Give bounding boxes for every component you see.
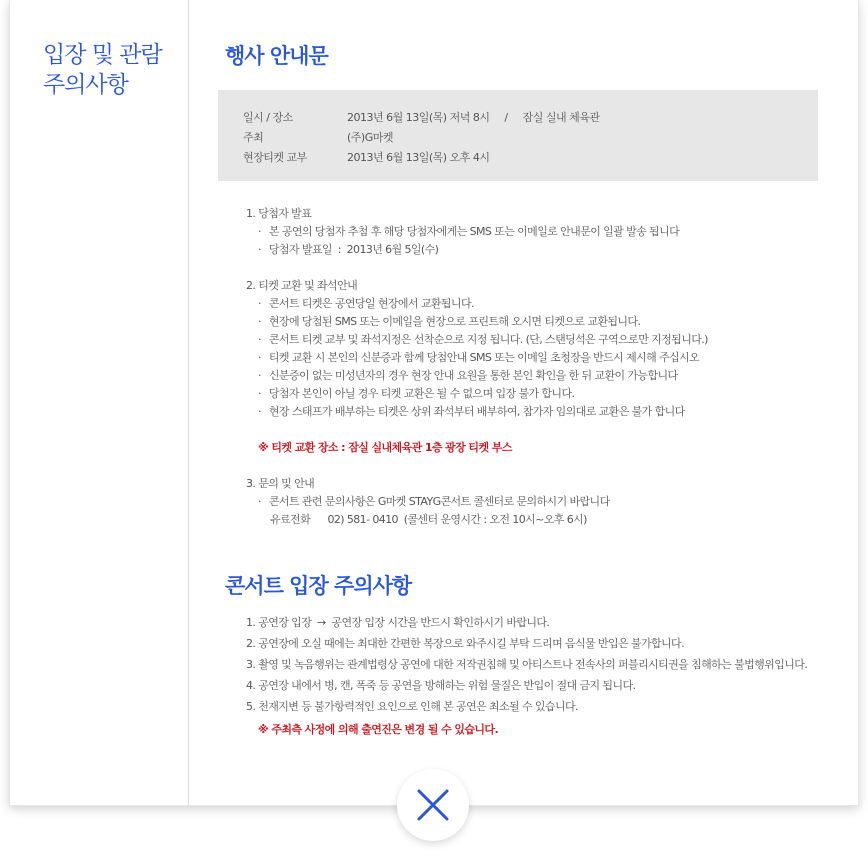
bullet-list <box>246 295 826 421</box>
info-value: 2013년 6월 13일(목) 저녁 8시 / 잠실 실내 체육관 <box>347 111 600 124</box>
section-title: 1. 당첨자 발표 <box>246 207 312 220</box>
list-item: · 현장 스태프가 배부하는 티켓은 상위 좌석부터 배부하여, 참가자 임의대로 교환은 불가 합니다 <box>258 403 826 421</box>
info-row-host <box>243 128 818 148</box>
list-item: · 티켓 교환 시 본인의 신분증과 함께 당첨안내 SMS 또는 이메일 초청장을 반드시 제시해 주십시오 <box>258 349 826 367</box>
sidebar-title <box>43 40 183 100</box>
bullet-list <box>246 493 826 511</box>
event-notice <box>246 205 826 529</box>
notice-modal <box>9 0 859 806</box>
info-label: 주최 <box>243 131 264 144</box>
ticket-exchange-warning: ※ 티켓 교환 장소 : 잠실 실내체육관 1층 광장 티켓 부스 <box>258 441 512 454</box>
info-row-ticket <box>243 148 818 168</box>
section-title: 3. 문의 및 안내 <box>246 477 315 490</box>
list-item: · 당첨자 본인이 아닐 경우 티켓 교환은 될 수 없으며 입장 불가 합니다. <box>258 385 826 403</box>
list-item: 5. 천재지변 등 불가항력적인 요인으로 인해 본 공연은 최소될 수 있습니다. <box>246 700 578 713</box>
info-value: (주)G마켓 <box>347 131 393 144</box>
list-item: 3. 촬영 및 녹음행위는 관계법령상 공연에 대한 저작권침해 및 아티스트나 전속사의 퍼블리시티권을 침해하는 불법행위입니다. <box>246 658 808 671</box>
list-item: · 콘서트 관련 문의사항은 G마켓 STAYG콘서트 콜센터로 문의하시기 바랍니다 <box>258 493 826 511</box>
info-row-datetime <box>243 108 818 128</box>
sidebar <box>10 0 189 806</box>
info-value: 2013년 6월 13일(목) 오후 4시 <box>347 151 490 164</box>
main-content <box>190 0 858 805</box>
list-item: · 콘서트 티켓 교부 및 좌석지정은 선착순으로 지정 됩니다. (단, 스탠딩석은 구역으로만 지정됩니다.) <box>258 331 826 349</box>
concert-rules-list <box>246 612 836 717</box>
info-label: 일시 / 장소 <box>243 111 293 124</box>
list-item: · 당첨자 발표일 : 2013년 6월 5일(수) <box>258 241 826 259</box>
bullet-list <box>246 223 826 259</box>
close-button[interactable] <box>397 769 469 841</box>
contact-phone: 유료전화 02) 581- 0410 (콜센터 운영시간 : 오전 10시~오후 6시) <box>270 513 587 526</box>
event-info-box <box>218 90 818 181</box>
list-item: 1. 공연장 입장 → 공연장 입장 시간을 반드시 확인하시기 바랍니다. <box>246 616 550 629</box>
list-item: 2. 공연장에 오실 때에는 최대한 간편한 복장으로 와주시길 부탁 드리며 음식물 반입은 불가합니다. <box>246 637 684 650</box>
concert-heading: 콘서트 입장 주의사항 <box>225 574 412 598</box>
list-item: · 현장에 당첨된 SMS 또는 이메일을 현장으로 프린트해 오시면 티켓으로 교환됩니다. <box>258 313 826 331</box>
concert-notice <box>246 612 836 739</box>
sidebar-title-line1: 입장 및 관람 <box>43 42 162 68</box>
close-x-icon <box>416 788 450 822</box>
sidebar-title-line2: 주의사항 <box>43 72 128 98</box>
list-item: · 본 공연의 당첨자 추첨 후 해당 당첨자에게는 SMS 또는 이메일로 안내문이 일괄 발송 됩니다 <box>258 223 826 241</box>
list-item: 4. 공연장 내에서 병, 캔, 폭죽 등 공연을 방해하는 위험 물질은 반입이 절대 금지 됩니다. <box>246 679 636 692</box>
event-heading: 행사 안내문 <box>225 44 328 68</box>
section-title: 2. 티켓 교환 및 좌석안내 <box>246 279 358 292</box>
list-item: · 신분증이 없는 미성년자의 경우 현장 안내 요원을 통한 본인 확인을 한 뒤 교환이 가능합니다 <box>258 367 826 385</box>
list-item: · 콘서트 티켓은 공연당일 현장에서 교환됩니다. <box>258 295 826 313</box>
info-label: 현장티켓 교부 <box>243 151 307 164</box>
lineup-change-warning: ※ 주최측 사정에 의해 출연진은 변경 될 수 있습니다. <box>258 723 499 736</box>
